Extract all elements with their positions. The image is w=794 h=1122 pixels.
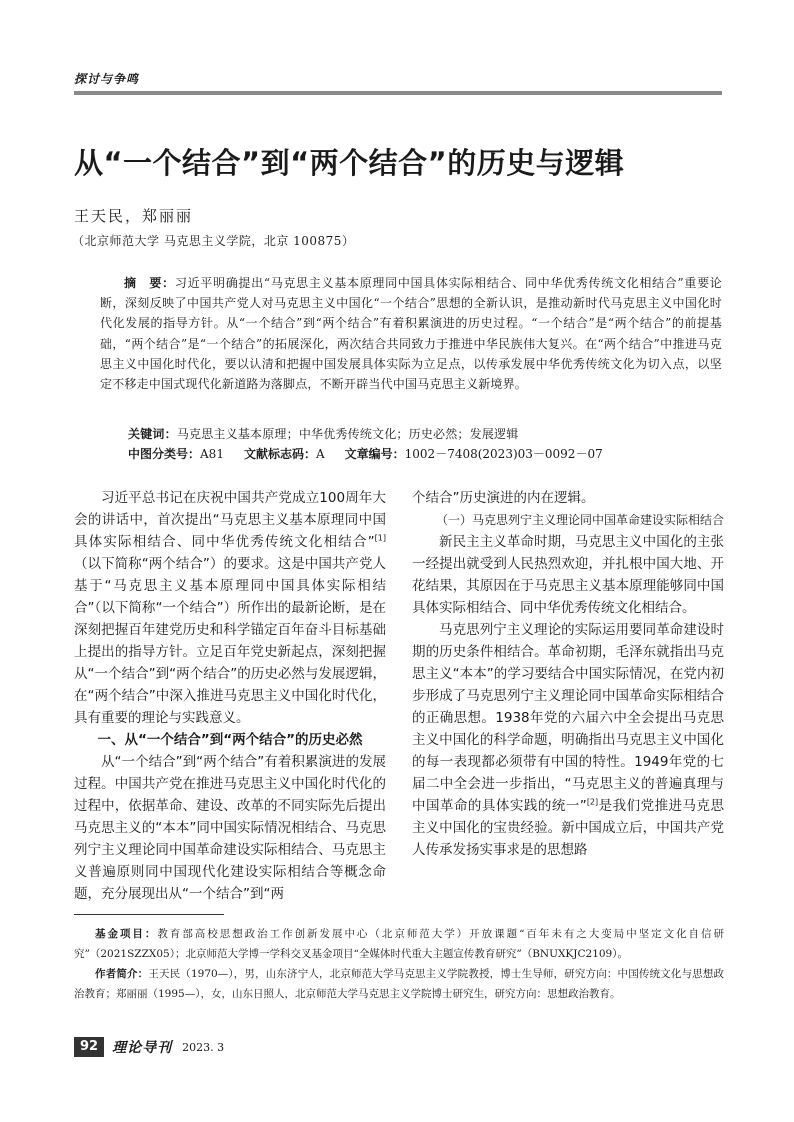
page-number: 92 xyxy=(74,1037,104,1057)
citation-ref[interactable]: [1] xyxy=(374,533,386,543)
section-heading: 一、从“一个结合”到“两个结合”的历史必然 xyxy=(97,732,363,748)
keywords xyxy=(128,425,518,442)
article-title: 从“一个结合”到“两个结合”的历史与逻辑 xyxy=(74,146,625,180)
fund-note: 基金项目：教育部高校思想政治工作创新发展中心（北京师范大学）开放课题“百年未有之大变局中坚定文化自信研究”（2021SZZX05）；北京师范大学博一学科交叉基金项目“全媒体时代重大主题宣传教育研究”（BNUXKJC2109）。 xyxy=(74,928,725,960)
affiliation: （北京师范大学 马克思主义学院，北京 100875） xyxy=(72,234,355,248)
header-rule xyxy=(74,91,722,95)
journal-name: 理论导刊 xyxy=(112,1040,173,1056)
authors: 王天民，郑丽丽 xyxy=(74,207,194,225)
body-column-left xyxy=(74,487,386,905)
doc-code-value: A xyxy=(315,447,325,461)
body-paragraph: 个结合”历史演进的内在逻辑。 xyxy=(412,490,595,506)
footnote-rule xyxy=(74,914,224,915)
citation-ref[interactable]: [2] xyxy=(586,797,599,807)
doc-code-label: 文献标志码： xyxy=(243,447,316,461)
classification-line xyxy=(128,445,603,462)
keywords-label: 关键词： xyxy=(128,427,177,441)
subsection-heading: （一）马克思列宁主义理论同中国革命建设实际相结合 xyxy=(436,513,725,527)
article-no-value: 1002－7408(2023)03－0092－07 xyxy=(404,447,603,461)
body-paragraph: 从“一个结合”到“两个结合”有着积累演进的发展过程。中国共产党在推进马克思主义中国化时代化的过程中，依据革命、建设、改革的不同实际先后提出马克思主义的“本本”同中国实际情况相结合、马克思列宁主义理论同中国革命建设实际相结合、马克思主义普遍原则同中国现代化建设实际相结合等概念命题，充分展现出从“一个结合”到“两 xyxy=(74,754,386,902)
body-paragraph: 新民主主义革命时期，马克思主义中国化的主张一经提出就受到人民热烈欢迎，并扎根中国大地、开花结果，其原因在于马克思主义基本原理能够同中国具体实际相结合、同中华优秀传统文化相结合。 xyxy=(412,534,724,616)
issue-number: 2023. 3 xyxy=(182,1040,225,1054)
abstract-text: 习近平明确提出“马克思主义基本原理同中国具体实际相结合、同中华优秀传统文化相结合”重要论断，深刻反映了中国共产党人对马克思主义中国化“一个结合”思想的全新认识，是推动新时代马克思主义中国化时代化发展的指导方针。从“一个结合”到“两个结合”有着积累演进的历史过程。“一个结合”是“两个结合”的前提基础，“两个结合”是“一个结合”的拓展深化，两次结合共同致力于推进中华民族伟大复兴。在“两个结合”中推进马克思主义中国化时代化，要以认清和把握中国发展具体实际为立足点，以传承发展中华优秀传统文化为切入点，以坚定不移走中国式现代化新道路为落脚点，不断开辟当代中国马克思主义新境界。 xyxy=(100,276,722,392)
body-paragraph: 马克思列宁主义理论的实际运用要同革命建设时期的历史条件相结合。革命初期，毛泽东就指出马克思主义“本本”的学习要结合中国实际情况，在党内初步形成了马克思列宁主义理论同中国革命实际相结合的正确思想。1938年党的六届六中全会提出马克思主义中国化的科学命题，明确指出马克思主义中国化的每一表现都必须带有中国的特性。1949年党的七届二中全会进一步指出，“马克思主义的普遍真理与中国革命的具体实践的统一”[2]是我们党推进马克思主义中国化的宝贵经验。新中国成立后，中国共产党人传承发扬实事求是的思想路 xyxy=(412,622,725,858)
keywords-text: 马克思主义基本原理；中华优秀传统文化；历史必然；发展逻辑 xyxy=(176,427,519,441)
footnotes xyxy=(74,924,724,1004)
page-footer xyxy=(74,1037,224,1057)
abstract xyxy=(100,273,722,394)
section-tag: 探讨与争鸣 xyxy=(74,72,140,86)
article-no-label: 文章编号： xyxy=(344,447,405,461)
abstract-label: 摘 要： xyxy=(124,276,175,290)
author-note: 作者简介：王天民（1970—），男，山东济宁人，北京师范大学马克思主义学院教授，博士生导师，研究方向：中国传统文化与思想政治教育；郑丽丽（1995—），女，山东日照人，北京师范大学马克思主义学院博士研究生，研究方向：思想政治教育。 xyxy=(74,968,724,1000)
clc-label: 中图分类号： xyxy=(128,447,201,461)
clc-value: A81 xyxy=(200,447,224,461)
body-column-right xyxy=(412,487,724,861)
body-paragraph: 习近平总书记在庆祝中国共产党成立100周年大会的讲话中，首次提出“马克思主义基本原理同中国具体实际相结合、同中华优秀传统文化相结合”[1]（以下简称“两个结合”）的要求。这是中国共产党人基于“马克思主义基本原理同中国具体实际相结合”（以下简称“一个结合”）所作出的最新论断，是在深刻把握百年建党历史和科学锚定百年奋斗目标基础上提出的指导方针。立足百年党史新起点，深刻把握从“一个结合”到“两个结合”的历史必然与发展逻辑，在“两个结合”中深入推进马克思主义中国化时代化，具有重要的理论与实践意义。 xyxy=(74,490,386,726)
